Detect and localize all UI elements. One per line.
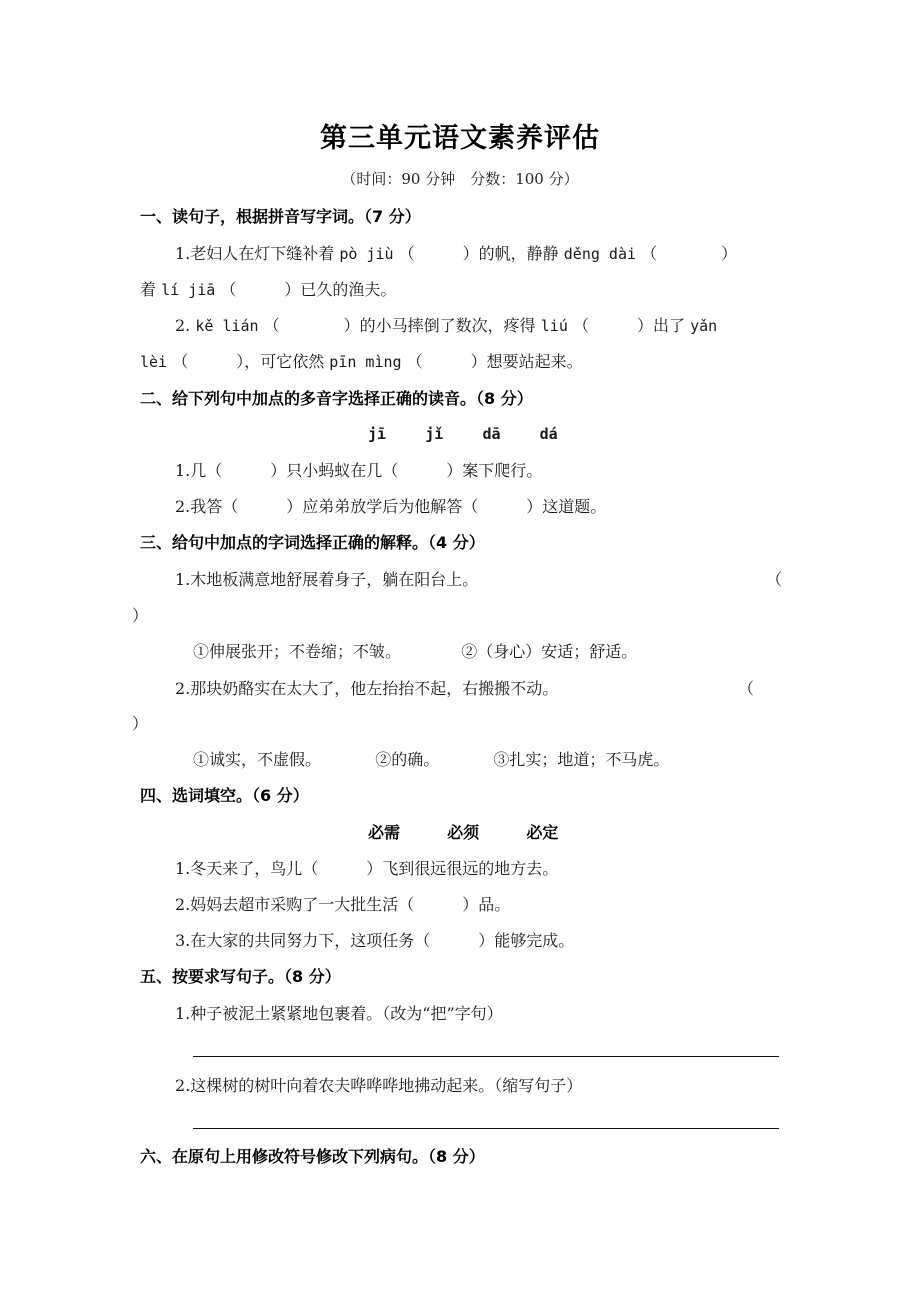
choice-2: ②（身心）安适；舒适。 <box>461 642 638 661</box>
s3-q2-choices <box>193 747 669 770</box>
option-da1: dā <box>482 425 501 443</box>
exam-time-and-score: （时间：90 分钟 分数：100 分） <box>341 170 579 188</box>
s3-q2-close-paren[interactable]: ） <box>132 714 149 733</box>
section-2-heading: 二、给下列句中加点的多音字选择正确的读音。（8 分） <box>140 389 533 408</box>
s3-q1-sentence: 1.木地板满意地舒展着身子，躺在阳台上。 <box>175 570 479 589</box>
option-biding: 必定 <box>526 823 559 842</box>
section-6-heading: 六、在原句上用修改符号修改下列病句。（8 分） <box>140 1147 485 1166</box>
pinyin-liu: liú <box>540 317 568 335</box>
pinyin-ke-lian: kě lián <box>195 317 259 335</box>
pinyin-yan: yǎn <box>690 317 718 335</box>
answer-blank[interactable]: （ ） <box>641 244 738 263</box>
choice-3: ③扎实；地道；不马虎。 <box>493 750 670 769</box>
pinyin-deng-dai: děng dài <box>563 245 637 263</box>
pinyin-lei: lèi <box>140 353 168 371</box>
s5-q2: 2.这棵树的树叶向着农夫哗哗哗地拂动起来。（缩写句子） <box>175 1076 583 1095</box>
option-ji3: jǐ <box>425 425 444 443</box>
s3-q1-close-paren[interactable]: ） <box>132 606 149 625</box>
choice-2: ②的确。 <box>375 750 440 769</box>
s1-line-2 <box>140 277 396 300</box>
answer-blank[interactable]: （ ）的帆，静静 <box>398 244 559 263</box>
s4-line-3[interactable]: 3.在大家的共同努力下，这项任务（ ）能够完成。 <box>175 931 575 950</box>
answer-blank[interactable]: （ ）出了 <box>572 316 685 335</box>
section-5-heading: 五、按要求写句子。（8 分） <box>140 967 341 986</box>
choice-1: ①诚实，不虚假。 <box>193 750 322 769</box>
s3-q1-open-paren[interactable]: （ <box>766 570 783 589</box>
answer-line-1[interactable] <box>193 1056 779 1057</box>
option-ji1: jī <box>368 425 387 443</box>
page-title: 第三单元语文素养评估 <box>320 123 600 154</box>
pinyin-po-jiu: pò jiù <box>339 245 394 263</box>
s1-l2-text-a: 着 <box>140 280 157 299</box>
section-1-heading: 一、读句子，根据拼音写字词。（7 分） <box>140 207 421 226</box>
s1-line-3 <box>175 313 717 336</box>
s4-line-1[interactable]: 1.冬天来了，鸟儿（ ）飞到很远很远的地方去。 <box>175 859 559 878</box>
section-3-heading: 三、给句中加点的字词选择正确的解释。（4 分） <box>140 533 485 552</box>
s1-l3-text-a: 2. <box>175 316 191 335</box>
s1-line-4 <box>140 349 583 372</box>
s2-line-2[interactable]: 2.我答（ ）应弟弟放学后为他解答（ ）这道题。 <box>175 497 607 516</box>
pinyin-li-jia: lí jiā <box>161 281 216 299</box>
option-bixu-must: 必须 <box>447 823 480 842</box>
section-4-heading: 四、选词填空。（6 分） <box>140 786 309 805</box>
s1-l1-text-a: 1.老妇人在灯下缝补着 <box>175 244 335 263</box>
answer-blank[interactable]: （ ）的小马摔倒了数次，疼得 <box>263 316 536 335</box>
option-da2: dá <box>539 425 558 443</box>
choice-1: ①伸展张开；不卷缩；不皱。 <box>193 642 402 661</box>
answer-blank[interactable]: （ ）想要站起来。 <box>406 352 583 371</box>
s2-pinyin-options <box>368 424 558 443</box>
answer-blank[interactable]: （ ）已久的渔夫。 <box>220 280 397 299</box>
s1-line-1 <box>175 241 737 264</box>
answer-line-2[interactable] <box>193 1128 779 1129</box>
s3-q1-choices <box>193 639 637 662</box>
s3-q2-sentence: 2.那块奶酪实在太大了，他左抬抬不起，右搬搬不动。 <box>175 679 559 698</box>
s4-word-options <box>368 820 558 843</box>
answer-blank[interactable]: （ ），可它依然 <box>172 352 325 371</box>
option-bixu-need: 必需 <box>368 823 401 842</box>
s2-line-1[interactable]: 1.几（ ）只小蚂蚁在几（ ）案下爬行。 <box>175 461 543 480</box>
s4-line-2[interactable]: 2.妈妈去超市采购了一大批生活（ ）品。 <box>175 895 511 914</box>
s3-q2-open-paren[interactable]: （ <box>738 679 755 698</box>
s5-q1: 1.种子被泥土紧紧地包裹着。（改为“把”字句） <box>175 1004 503 1023</box>
pinyin-pin-ming: pīn mìng <box>329 353 402 371</box>
